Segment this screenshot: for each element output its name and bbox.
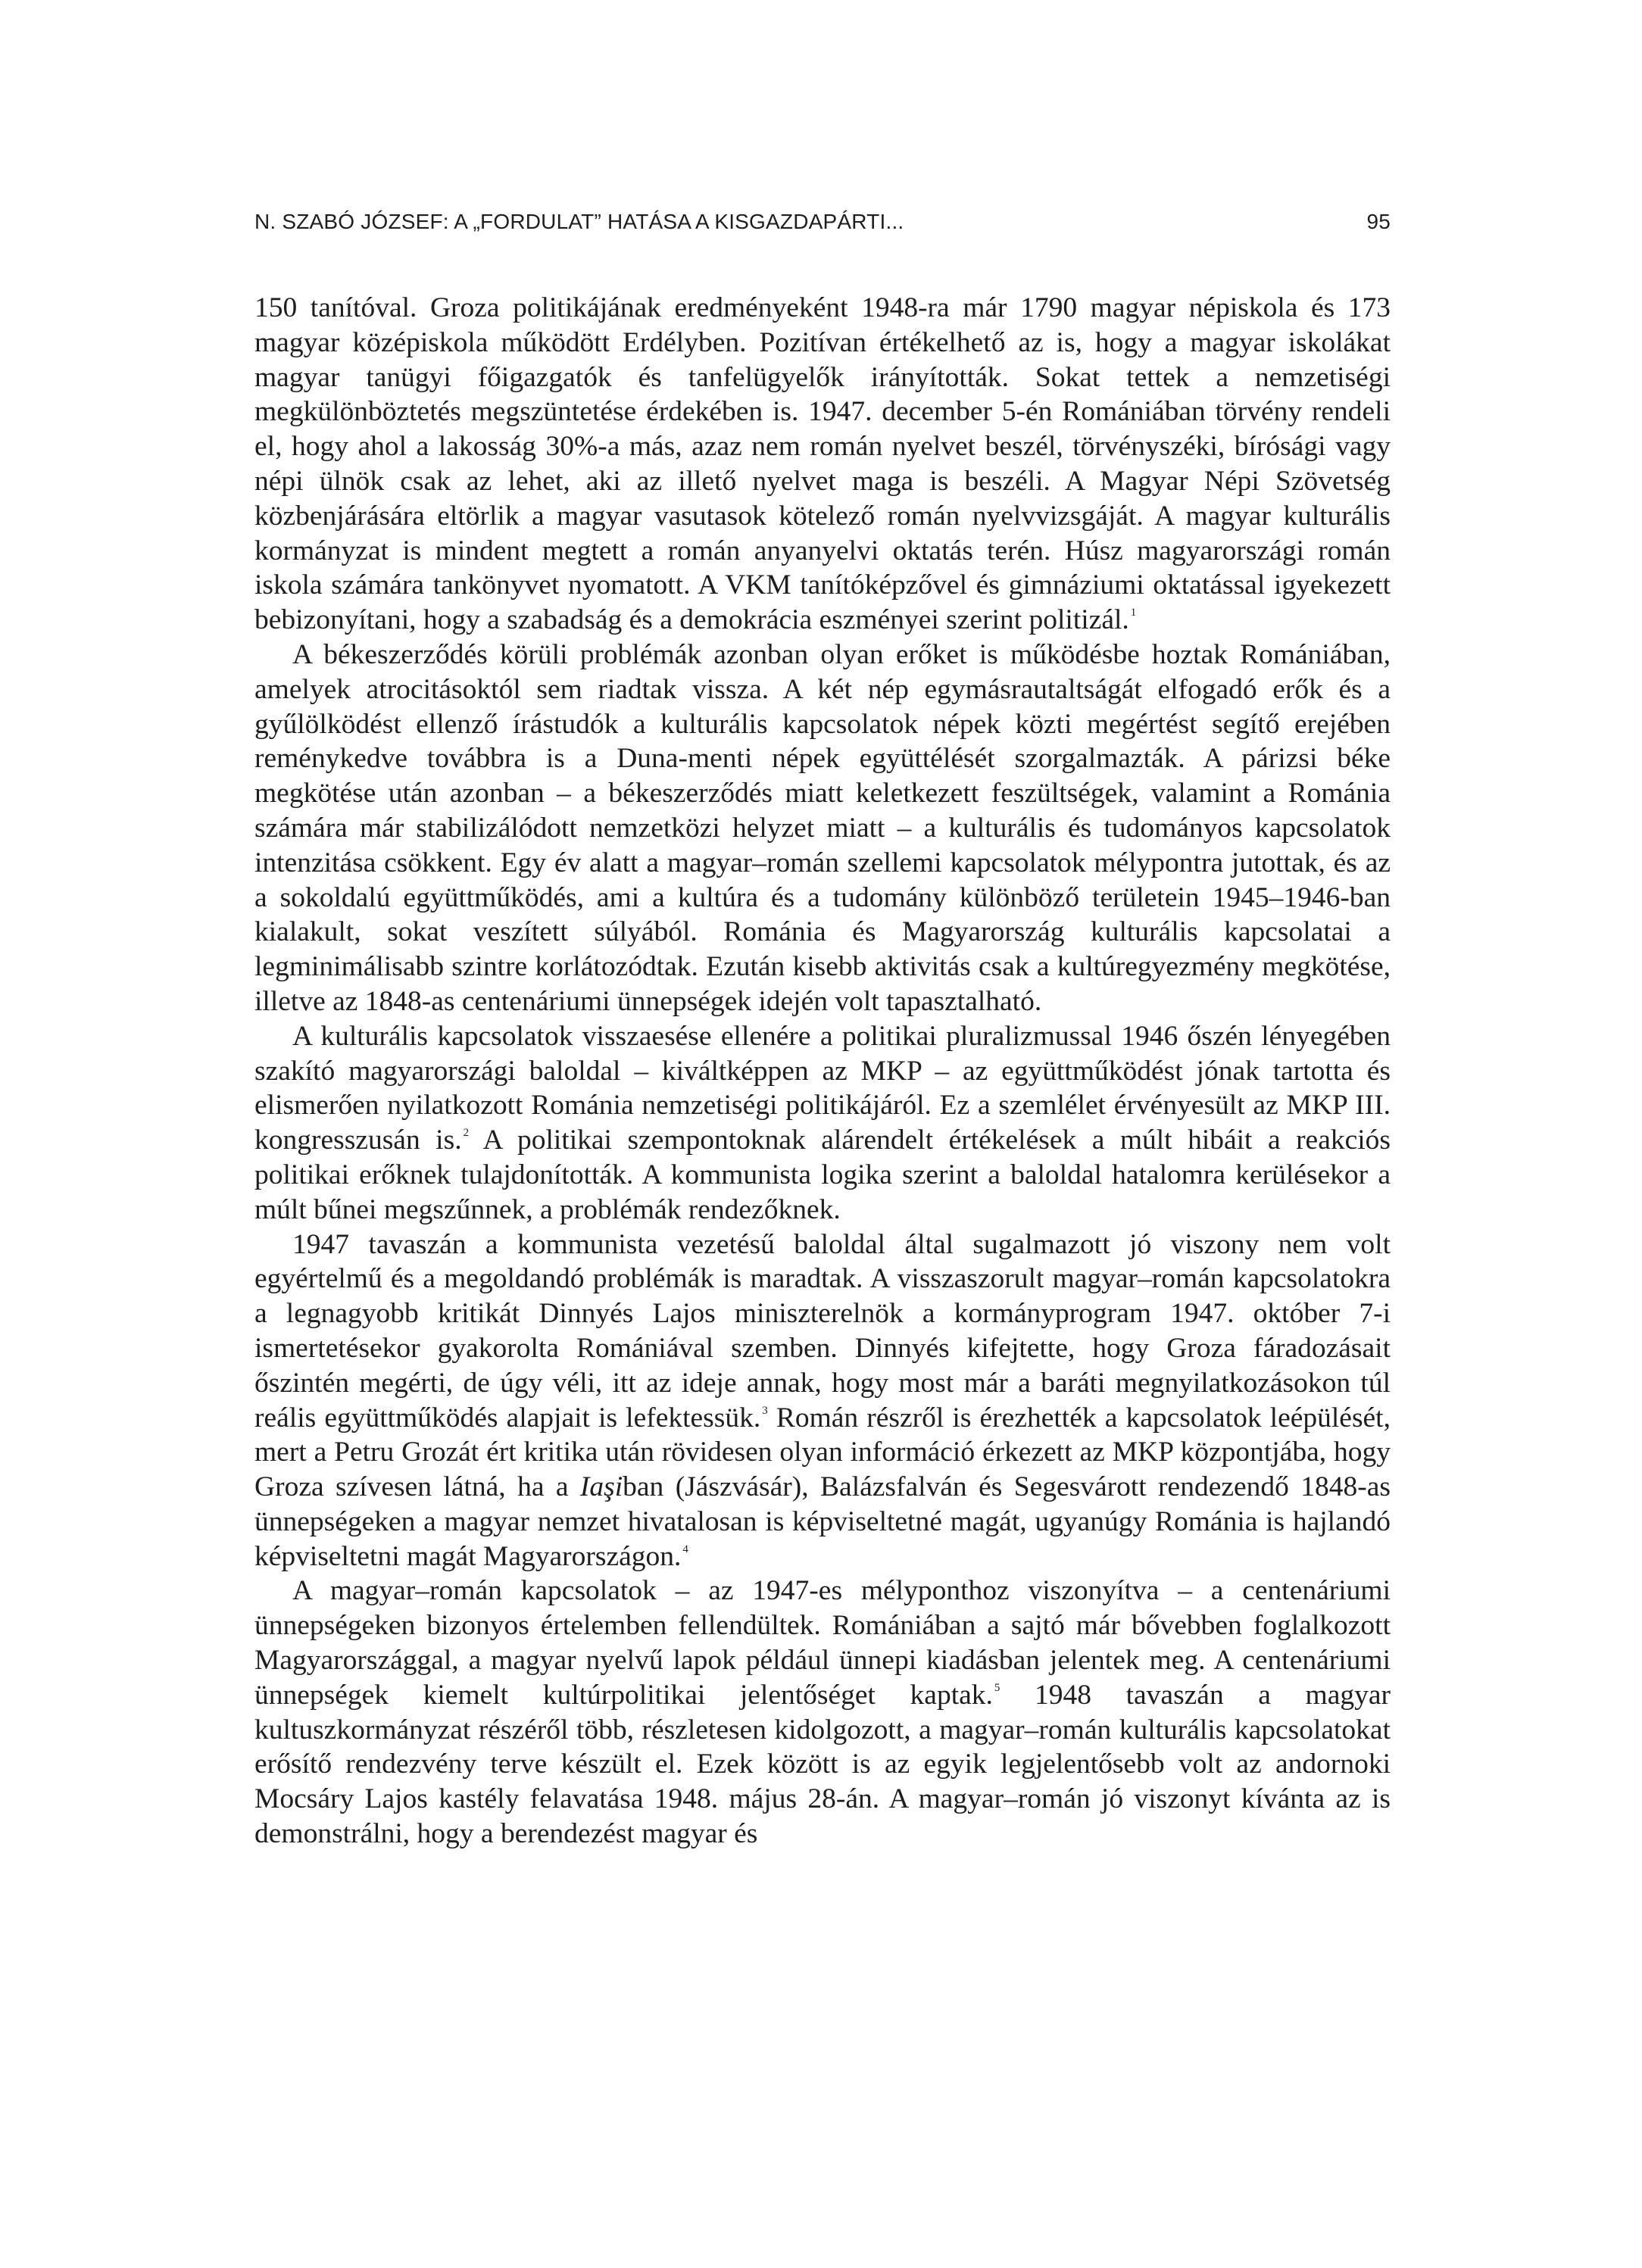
page-number: 95 xyxy=(1366,210,1391,233)
page xyxy=(254,206,1391,1852)
body-text xyxy=(254,291,1391,1852)
text-run: A békeszerződés körüli problémák azonban olyan erőket is működésbe hoztak Romániában, amelyek atrocitásoktól sem riadtak vissza. A két nép egymásrautaltságát elfogadó erők és a gyűlölködést ellenző írástudók a kulturális kapcsolatok népek közti megértést segítő erejében reménykedve továbbra is a Duna-menti népek együttélését szorgalmazták. A párizsi béke megkötése után azonban – a békeszerződés miatt keletkezett feszültségek, valamint a Románia számára már stabilizálódott nemzetközi helyzet miatt – a kulturális és tudományos kapcsolatok intenzitása csökkent. Egy év alatt a magyar–román szellemi kapcsolatok mélypontra jutottak, és az a sokoldalú együttműködés, ami a kultúra és a tudomány különböző területein 1945–1946-ban kialakult, sokat veszített súlyából. Románia és Magyarország kulturális kapcsolatai a legminimálisabb szintre korlátozódtak. Ezután kisebb aktivitás csak a kultúregyezmény megkötése, illetve az 1848-as centenáriumi ünnepségek idején volt tapasztalható. xyxy=(254,638,1391,1017)
running-header xyxy=(254,206,1391,238)
text-run: A magyar–román kapcsolatok – az 1947-es mélyponthoz viszonyítva – a centenáriumi ünnepségeken bizonyos értelemben fellendültek. Romániában a sajtó már bővebben foglalkozott Magyarországgal, a magyar nyelvű lapok például ünnepi kiadásban jelentek meg. A centenáriumi ünnepségek kiemelt kultúrpolitikai jelentőséget kaptak. xyxy=(254,1575,1391,1711)
footnote-ref-2[interactable]: 2 xyxy=(463,1127,470,1140)
text-run: Román részről is érezhették a kapcsolatok leépülését, mert a Petru Grozát ért kritika után rövidesen olyan információ érkezett az MKP központjába, hogy Groza szívesen látná, ha a xyxy=(254,1402,1391,1503)
text-run: 1948 tavaszán a magyar kultuszkormányzat részéről több, részletesen kidolgozott, a magyar–román kulturális kapcsolatokat erősítő rendezvény terve készült el. Ezek között is az egyik legjelentősebb volt az andornoki Mocsáry Lajos kastély felavatása 1948. május 28-án. A magyar–román jó viszonyt kívánta az is demonstrálni, hogy a berendezést magyar és xyxy=(254,1679,1391,1850)
paragraph xyxy=(254,1574,1391,1851)
text-run: ban (Jászvásár), Balázsfalván és Segesvárott rendezendő 1848-as ünnepségeken a magyar nemzet hivatalosan is képviseltetné magát, ugyanúgy Románia is hajlandó képviseltetni magát Magyarországon. xyxy=(254,1471,1391,1572)
footnote-ref-1[interactable]: 1 xyxy=(1130,607,1137,619)
text-run: A politikai szempontoknak alárendelt értékelések a múlt hibáit a reakciós politikai erőknek tulajdonították. A kommunista logika szerint a baloldal hatalomra kerülésekor a múlt bűnei megszűnnek, a problémák rendezőknek. xyxy=(254,1125,1391,1225)
footnote-ref-5[interactable]: 5 xyxy=(994,1681,1000,1694)
footnote-ref-3[interactable]: 3 xyxy=(762,1404,768,1417)
footnote-ref-4[interactable]: 4 xyxy=(682,1543,688,1555)
paragraph xyxy=(254,1019,1391,1228)
text-run: 150 tanítóval. Groza politikájának eredményeként 1948-ra már 1790 magyar népiskola és 173 magyar középiskola működött Erdélyben. Pozitívan értékelhető az is, hogy a magyar iskolákat magyar tanügyi főigazgatók és tanfelügyelők irányították. Sokat tettek a nemzetiségi megkülönböztetés megszüntetése érdekében is. 1947. december 5-én Romániában törvény rendeli el, hogy ahol a lakosság 30%-a más, azaz nem román nyelvet beszél, törvényszéki, bírósági vagy népi ülnök csak az lehet, aki az illető nyelvet maga is beszéli. A Magyar Népi Szövetség közbenjárására eltörlik a magyar vasutasok kötelező román nyelvvizsgáját. A magyar kulturális kormányzat is mindent megtett a román anyanyelvi oktatás terén. Húsz magyarországi román iskola számára tankönyvet nyomatott. A VKM tanítóképzővel és gimnáziumi oktatással igyekezett bebizonyítani, hogy a szabadság és a demokrácia eszményei szerint politizál. xyxy=(254,292,1391,636)
text-run: A kulturális kapcsolatok visszaesése ellenére a politikai pluralizmussal 1946 őszén lényegében szakító magyarországi baloldal – kiváltképpen az MKP – az együttműködést jónak tartotta és elismerően nyilatkozott Románia nemzetiségi politikájáról. Ez a szemlélet érvényesült az MKP III. kongresszusán is. xyxy=(254,1020,1391,1156)
paragraph xyxy=(254,638,1391,1019)
text-run: 1947 tavaszán a kommunista vezetésű baloldal által sugalmazott jó viszony nem volt egyértelmű és a megoldandó problémák is maradtak. A visszaszorult magyar–román kapcsolatokra a legnagyobb kritikát Dinnyés Lajos miniszterelnök a kormányprogram 1947. október 7-i ismertetésekor gyakorolta Romániával szemben. Dinnyés kifejtette, hogy Groza fáradozásait őszintén megérti, de úgy véli, itt az ideje annak, hogy most már a baráti megnyilatkozásokon túl reális együttműködés alapjait is lefektessük. xyxy=(254,1228,1391,1433)
running-title: N. SZABÓ JÓZSEF: A „FORDULAT” HATÁSA A KISGAZDAPÁRTI... xyxy=(254,210,904,233)
paragraph xyxy=(254,291,1391,638)
paragraph xyxy=(254,1228,1391,1574)
italic-place-name: Iaşi xyxy=(579,1471,623,1503)
